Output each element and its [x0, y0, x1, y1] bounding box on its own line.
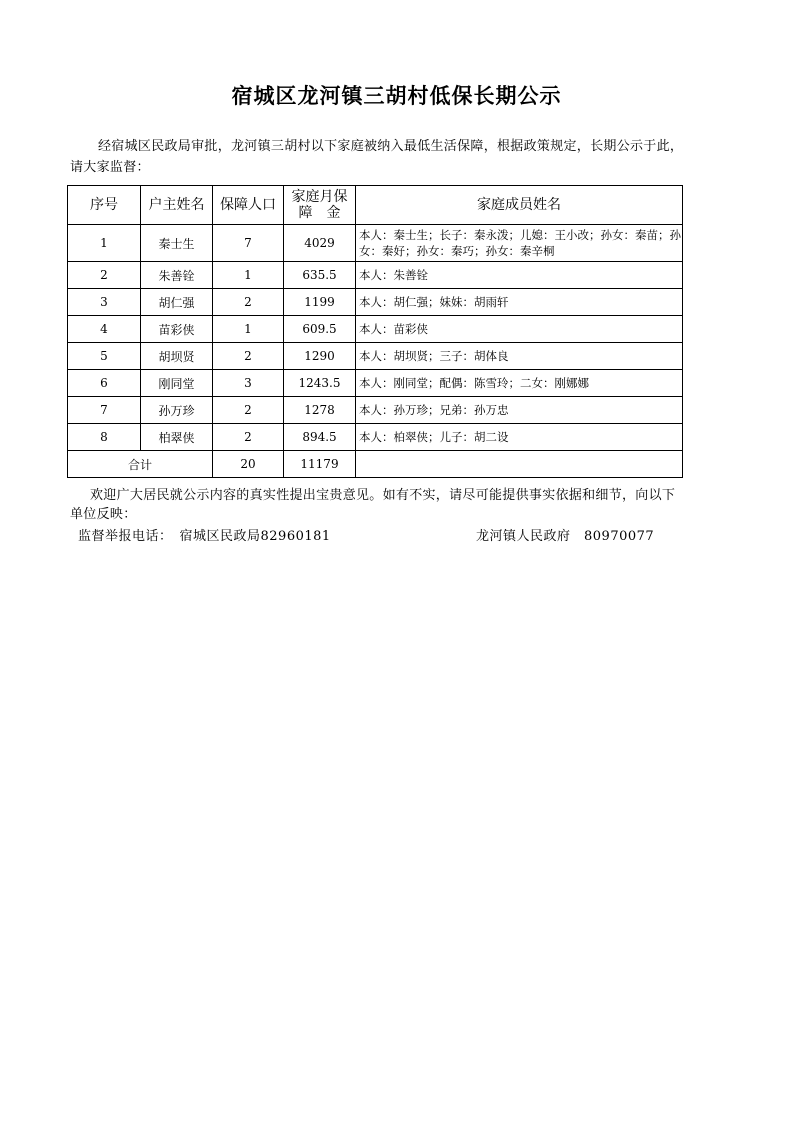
cell-no: 7 — [68, 397, 141, 424]
intro-paragraph: 经宿城区民政局审批，龙河镇三胡村以下家庭被纳入最低生活保障，根据政策规定，长期公示于此，请大家监督： — [70, 139, 684, 175]
table-row — [68, 397, 683, 424]
hotline-civil-affairs: 监督举报电话： 宿城区民政局82960181 — [78, 529, 331, 544]
table-row — [68, 343, 683, 370]
cell-persons: 3 — [213, 370, 284, 397]
cell-amount: 635.5 — [284, 262, 356, 289]
cell-no: 1 — [68, 225, 141, 262]
cell-amount: 894.5 — [284, 424, 356, 451]
cell-members: 本人：胡坝贤；三子：胡体良 — [356, 343, 683, 370]
cell-persons: 1 — [213, 262, 284, 289]
cell-no: 8 — [68, 424, 141, 451]
total-label: 合计 — [68, 451, 213, 478]
cell-no: 2 — [68, 262, 141, 289]
header-head-name: 户主姓名 — [141, 186, 213, 225]
cell-head-name: 朱善铨 — [141, 262, 213, 289]
cell-members: 本人：孙万珍；兄弟：孙万忠 — [356, 397, 683, 424]
cell-amount: 609.5 — [284, 316, 356, 343]
cell-head-name: 刚同堂 — [141, 370, 213, 397]
table-total-row — [68, 451, 683, 478]
table-row — [68, 370, 683, 397]
cell-head-name: 胡坝贤 — [141, 343, 213, 370]
cell-no: 3 — [68, 289, 141, 316]
beneficiary-table — [67, 185, 683, 478]
cell-members: 本人：苗彩侠 — [356, 316, 683, 343]
cell-no: 4 — [68, 316, 141, 343]
header-members: 家庭成员姓名 — [356, 186, 683, 225]
cell-head-name: 胡仁强 — [141, 289, 213, 316]
feedback-paragraph: 欢迎广大居民就公示内容的真实性提出宝贵意见。如有不实，请尽可能提供事实依据和细节，向以下单位反映： — [70, 488, 676, 522]
total-persons: 20 — [213, 451, 284, 478]
cell-members: 本人：秦士生；长子：秦永泼；儿媳：王小改；孙女：秦苗；孙女：秦好；孙女：秦巧；孙女：秦辛桐 — [356, 225, 683, 262]
cell-persons: 1 — [213, 316, 284, 343]
cell-head-name: 柏翠侠 — [141, 424, 213, 451]
cell-head-name: 孙万珍 — [141, 397, 213, 424]
cell-persons: 2 — [213, 424, 284, 451]
hotline-town-government: 龙河镇人民政府 80970077 — [476, 529, 655, 544]
cell-members: 本人：柏翠侠；儿子：胡二设 — [356, 424, 683, 451]
cell-members: 本人：朱善铨 — [356, 262, 683, 289]
cell-persons: 2 — [213, 343, 284, 370]
header-persons: 保障人口 — [213, 186, 284, 225]
cell-members: 本人：刚同堂；配偶：陈雪玲；二女：刚娜娜 — [356, 370, 683, 397]
cell-amount: 1290 — [284, 343, 356, 370]
cell-amount: 1278 — [284, 397, 356, 424]
cell-persons: 2 — [213, 289, 284, 316]
cell-members: 本人：胡仁强；妹妹：胡雨轩 — [356, 289, 683, 316]
cell-amount: 1243.5 — [284, 370, 356, 397]
table-row — [68, 262, 683, 289]
cell-head-name: 秦士生 — [141, 225, 213, 262]
cell-no: 6 — [68, 370, 141, 397]
cell-amount: 1199 — [284, 289, 356, 316]
cell-persons: 2 — [213, 397, 284, 424]
table-row — [68, 316, 683, 343]
table-row — [68, 225, 683, 262]
table-row — [68, 289, 683, 316]
header-amount-line1: 家庭月保 — [291, 189, 348, 205]
cell-amount: 4029 — [284, 225, 356, 262]
header-no: 序号 — [68, 186, 141, 225]
page-title: 宿城区龙河镇三胡村低保长期公示 — [231, 83, 562, 108]
table-row — [68, 424, 683, 451]
cell-no: 5 — [68, 343, 141, 370]
cell-persons: 7 — [213, 225, 284, 262]
total-members — [356, 451, 683, 478]
header-amount — [284, 186, 356, 225]
total-amount: 11179 — [284, 451, 356, 478]
header-amount-line2: 障 金 — [298, 205, 341, 221]
cell-head-name: 苗彩侠 — [141, 316, 213, 343]
table-header-row — [68, 186, 683, 225]
